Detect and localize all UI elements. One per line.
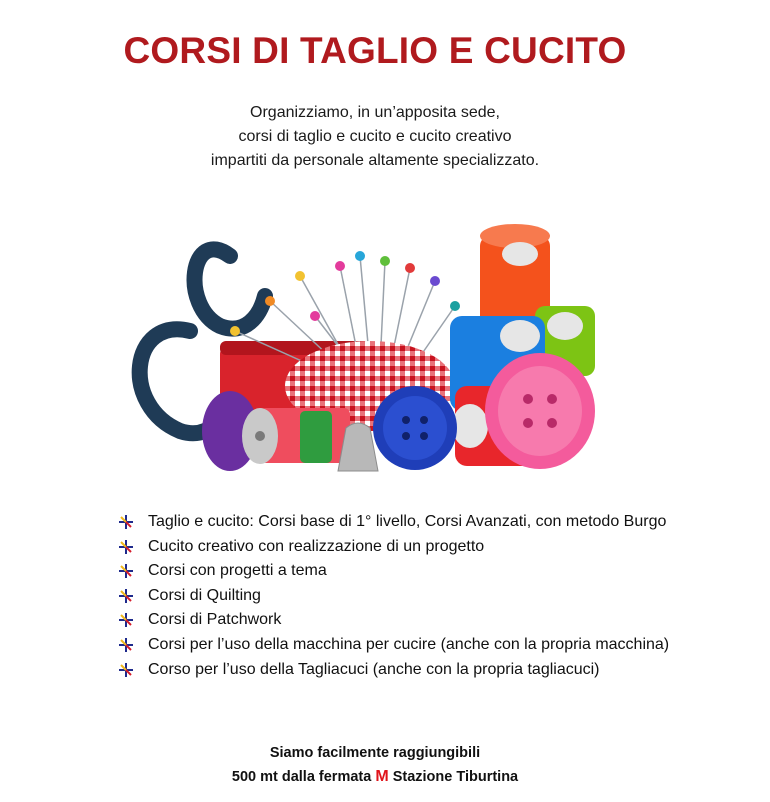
list-item-text: Corsi di Quilting <box>148 586 261 604</box>
list-item-text: Corsi per l’uso della macchina per cucire (anche con la propria macchina) <box>148 635 670 653</box>
page-title: CORSI DI TAGLIO E CUCITO <box>123 30 627 71</box>
list-item-text: Cucito creativo con realizzazione di un progetto <box>148 537 485 555</box>
arrow-bullet-icon <box>118 637 134 653</box>
list-item-text: Corsi di Patchwork <box>148 611 282 629</box>
footer-line2 <box>0 765 750 789</box>
sewing-kit-illustration <box>110 196 620 486</box>
footer-info <box>0 741 750 789</box>
course-list <box>116 512 669 684</box>
footer-distance: 500 mt dalla fermata <box>231 769 376 785</box>
intro-line: impartiti da personale altamente specializzato. <box>210 152 540 169</box>
arrow-bullet-icon <box>118 539 134 555</box>
footer-line1: Siamo facilmente raggiungibili <box>269 745 481 761</box>
list-item-text: Corso per l’uso della Tagliacuci (anche con la propria tagliacuci) <box>148 660 600 678</box>
list-item <box>116 610 669 635</box>
arrow-bullet-icon <box>118 662 134 678</box>
list-item <box>116 660 669 685</box>
list-item-text: Taglio e cucito: Corsi base di 1° livello, Corsi Avanzati, con metodo Burgo <box>148 513 667 530</box>
footer-station: Stazione Tiburtina <box>388 769 519 785</box>
arrow-bullet-icon <box>118 588 134 604</box>
arrow-bullet-icon <box>118 514 134 530</box>
list-item-text: Corsi con progetti a tema <box>148 562 327 580</box>
list-item <box>116 561 669 586</box>
list-item <box>116 537 669 562</box>
intro-line: corsi di taglio e cucito e cucito creativo <box>238 128 512 145</box>
list-item <box>116 586 669 611</box>
arrow-bullet-icon <box>118 612 134 628</box>
blue-button-icon <box>373 386 457 470</box>
arrow-bullet-icon <box>118 563 134 579</box>
pink-button-icon <box>485 353 595 469</box>
intro-line: Organizziamo, in un’apposita sede, <box>250 104 500 121</box>
metro-icon: M <box>375 768 389 785</box>
intro-text <box>0 101 750 173</box>
list-item <box>116 512 669 537</box>
list-item <box>116 635 669 660</box>
